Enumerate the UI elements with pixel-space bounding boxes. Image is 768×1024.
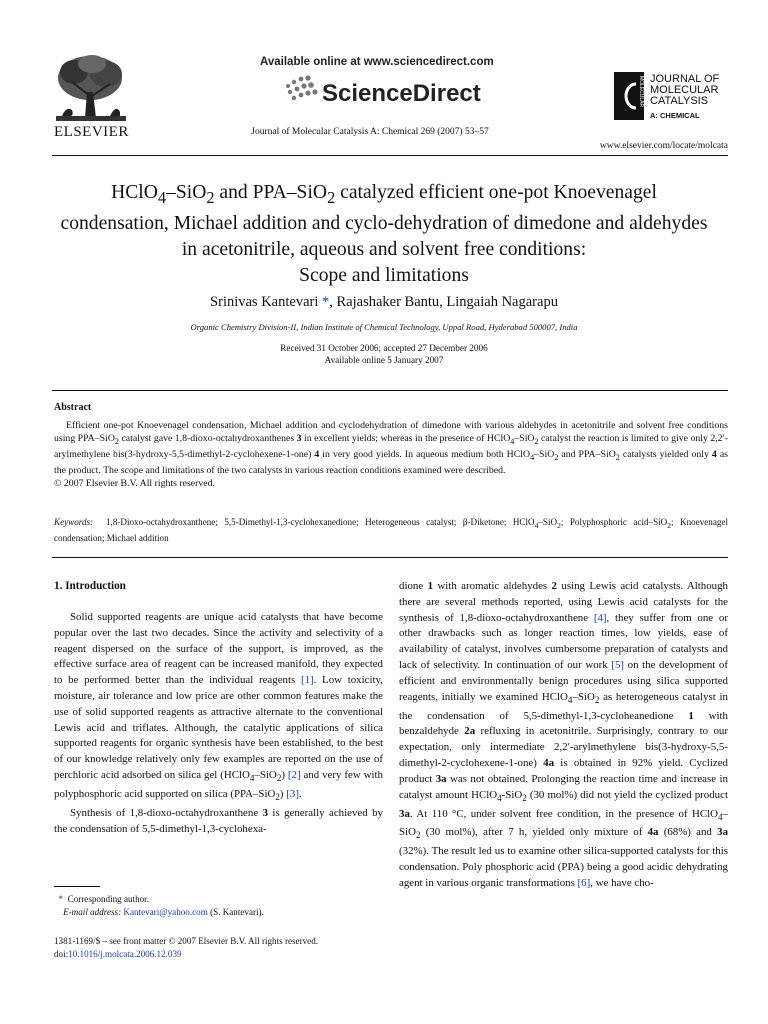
abstract-text: Efficient one-pot Knoevenagel condensation, Michael addition and cyclodehydration of dimedone with various aldehydes in acetonitrile and solvent free conditions using PPA–SiO$_2$ catalyst gave 1,8-dioxo-octahydroxanthenes 3 in excellent yields; whereas in the presence of HClO$_4$–SiO$_2$ catalyst the reaction is limited to give only 2,2′-arylmethylene bis(3-hydroxy-5,5-dimethyl-2-cyclohexene-1-one) 4 in very good yields. In aqueous medium both HClO$_4$–SiO$_2$ and PPA–SiO$_2$ catalysts yielded only 4 as the product. The scope and limitations of the two catalysts in various reaction conditions examined were described.: [54, 420, 728, 476]
received-date: Received 31 October 2006; accepted 27 December 2006: [280, 343, 488, 353]
header-divider: [52, 155, 728, 156]
doi-link[interactable]: 10.1016/j.molcata.2006.12.039: [68, 949, 182, 959]
email-label: E-mail address:: [63, 907, 122, 917]
footnote-divider: [54, 886, 100, 887]
footnote: [54, 893, 384, 919]
journal-citation: Journal of Molecular Catalysis A: Chemical 269 (2007) 53–57: [251, 127, 489, 137]
article-dates: [80, 342, 688, 366]
author-affiliation: Organic Chemistry Division-II, Indian Institute of Chemical Technology, Uppal Road, Hyderabad 500007, India: [190, 322, 578, 332]
journal-logo-icon: [614, 72, 644, 120]
sciencedirect-logo: [282, 72, 482, 106]
keywords-list: 1,8-Dioxo-octahydroxanthene; 5,5-Dimethyl-1,3-cyclohexanedione; Heterogeneous catalyst; β-Diketone; HClO$_4$–SiO$_2$; Polyphosphoric acid–SiO$_2$; Knoevenagel condensation; Michael addition: [54, 517, 729, 543]
journal-logo-title: [650, 74, 719, 107]
journal-logo-line: MOLECULAR: [650, 84, 719, 96]
abstract-copyright: © 2007 Elsevier B.V. All rights reserved.: [54, 477, 215, 489]
publisher-name: ELSEVIER: [54, 124, 129, 140]
corresponding-author-note: Corresponding author.: [67, 894, 149, 904]
right-column: [399, 579, 728, 892]
journal-logo-subtitle: A: CHEMICAL: [650, 111, 700, 120]
available-online-text: Available online at www.sciencedirect.com: [260, 56, 494, 68]
doi-label: doi:: [54, 949, 69, 959]
paragraph: dione 1 with aromatic aldehydes 2 using Lewis acid catalysts. Although there are several methods reported, using Lewis acid catalysts for the synthesis of 1,8-dioxo-octahydroxanthene [4], they suffer from one or other drawbacks such as longer reaction times, low yields, ease of availability of catalyst, involves cumbersome preparation of catalysts and lack of selectivity. In continuation of our work [5] on the development of efficient and environmentally benign procedures using silica supported reagents, initially we examined HClO$_4$–SiO$_2$ as heterogeneous catalyst in the condensation of 5,5-dimethyl-1,3-cycloheanedione 1 with benzaldehyde 2a refluxing in acetonitrile. Surprisingly, contrary to our expectation, only intermediate 2,2′-arylmethylene bis(3-hydroxy-5,5-dimethyl-2-cyclohexene-1-one) 4a is obtained in 92% yield. Cyclized product 3a was not obtained. Prolonging the reaction time and increase in catalyst amount HClO$_4$-SiO$_2$ (30 mol%) did not yield the cyclized product 3a. At 110 °C, under solvent free condition, in the presence of HClO$_4$–SiO$_2$ (30 mol%), after 7 h, yielded only mixture of 4a (68%) and 3a (32%). The result led us to examine other silica-supported catalysts for this condensation. Poly phosphoric acid (PPA) being a good acidic dehydrating agent in various organic transformations [6], we have cho-: [399, 580, 729, 890]
paragraph: Synthesis of 1,8-dioxo-octahydroxanthene 3 is generally achieved by the condensation of 5,5-dimethyl-1,3-cyclohexa-: [54, 806, 383, 835]
issn-line: 1381-1169/$ – see front matter © 2007 Elsevier B.V. All rights reserved.: [54, 936, 319, 946]
abstract-divider-top: [52, 390, 728, 391]
keywords: [54, 516, 728, 545]
online-date: Available online 5 January 2007: [324, 355, 444, 365]
abstract-divider-bottom: [52, 557, 728, 558]
left-column: [54, 610, 383, 838]
abstract-body: [54, 419, 728, 490]
abstract-heading: Abstract: [54, 402, 92, 413]
author-list: Srinivas Kantevari *, Rajashaker Bantu, Lingaiah Nagarapu: [210, 294, 558, 310]
section-heading-introduction: 1. Introduction: [54, 580, 126, 592]
author-email-link[interactable]: Kantevari@yahoo.com: [123, 907, 208, 917]
email-suffix: (S. Kantevari).: [210, 907, 264, 917]
paragraph: Solid supported reagents are unique acid catalysts that have become popular over the last two decades. Since the activity and selectivity of a reagent dispersed on the surface of the support, is improved, as the effective surface area of reagent can be increased manifold, they expected to be performed better than the individual reagents [1]. Low toxicity, moisture, air tolerance and low price are other common features make the use of solid supported reagents as attractive alternate to the conventional Lewis acid and triflates. Although, the catalytic applications of silica supported reagents for organic synthesis have been established, to the best of our knowledge relatively only few examples are reported on the use of perchloric acid adsorbed on silica gel (HClO$_4$–SiO$_2$) [2] and very few with polyphosphoric acid supported on silica (PPA–SiO$_2$) [3].: [54, 611, 383, 803]
journal-url-link[interactable]: www.elsevier.com/locate/molcata: [599, 141, 728, 151]
journal-logo-line: JOURNAL OF: [650, 73, 720, 85]
article-title: HClO$_4$–SiO$_2$ and PPA–SiO$_2$ catalyzed efficient one-pot Knoevenagel condensation, Michael addition and cyclo-dehydration of dimedone and aldehydes in acetonitrile, aqueous and solvent free conditions: Scope and limitations: [60, 182, 708, 286]
article-meta: [54, 935, 384, 961]
footnote-marker: *: [58, 894, 64, 904]
journal-logo-vertical: MOLECULAR: [638, 76, 644, 108]
sciencedirect-wordmark: ScienceDirect: [322, 80, 481, 106]
keywords-label: Keywords:: [54, 517, 94, 527]
journal-logo-line: CATALYSIS: [650, 95, 709, 107]
